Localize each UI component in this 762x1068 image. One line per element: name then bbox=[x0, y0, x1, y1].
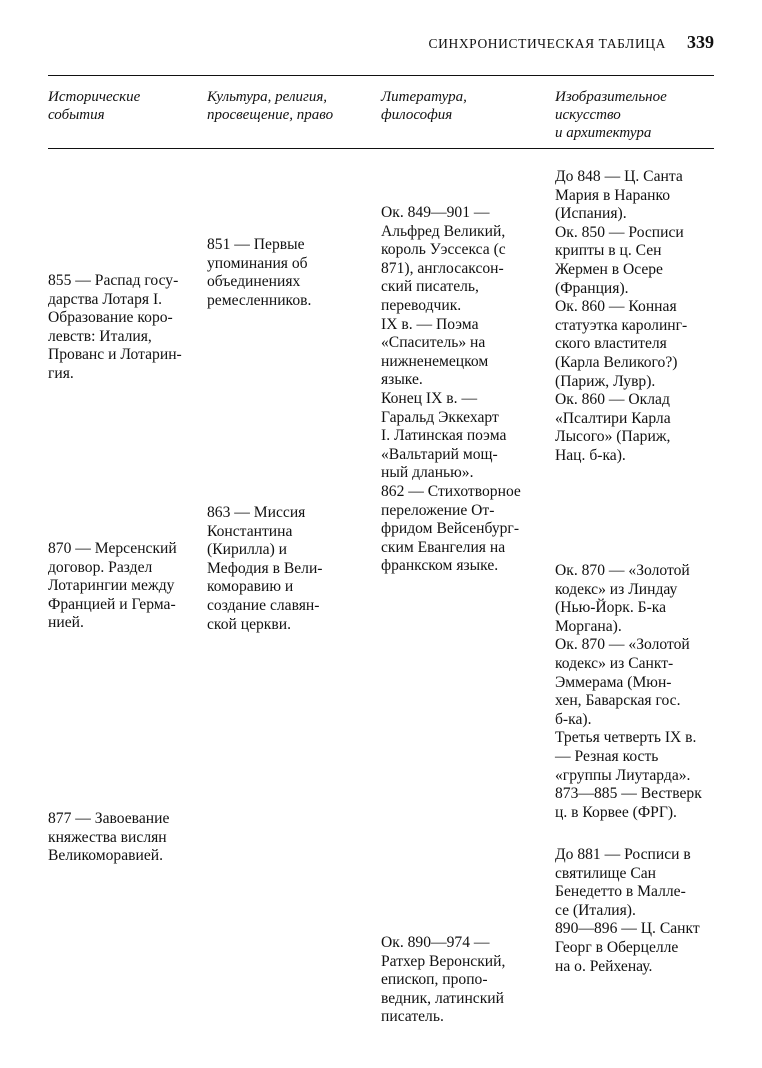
page-header bbox=[48, 32, 714, 58]
history-entry: 855 — Распад госу- дарства Лотаря I. Образование коро- левств: Италия, Прованс и Лотарин- гия. bbox=[48, 272, 182, 382]
column-header-art: Изобразительное искусство и архитектура bbox=[555, 89, 667, 141]
header-rule bbox=[48, 75, 714, 76]
literature-entry: Ок. 890—974 — Ратхер Веронский, епископ, пропо- ведник, латинский писатель. bbox=[381, 934, 506, 1026]
art-entry: Ок. 870 — «Золотой кодекс» из Линдау (Нью-Йорк. Б-ка Моргана). Ок. 870 — «Золотой кодекс» из Санкт- Эммерама (Мюн- хен, Баварская гос. б-ка). Третья четверть IX в. — Резная кость «группы Лиутарда». 873—885 — Вестверк ц. в Корвее (ФРГ). bbox=[555, 562, 702, 821]
column-header-literature: Литература, философия bbox=[381, 89, 467, 123]
history-entry: 877 — Завоевание княжества вислян Великоморавией. bbox=[48, 810, 170, 865]
column-header-culture: Культура, религия, просвещение, право bbox=[207, 89, 334, 123]
culture-entry: 851 — Первые упоминания об объединениях ремесленников. bbox=[207, 236, 312, 309]
columns-rule bbox=[48, 148, 714, 149]
page-number: 339 bbox=[687, 32, 714, 52]
history-entry: 870 — Мерсенский договор. Раздел Лотарингии между Францией и Герма- нией. bbox=[48, 540, 177, 632]
literature-entry: Ок. 849—901 — Альфред Великий, король Уэссекса (с 871), англосаксон- ский писатель, переводчик. IX в. — Поэма «Спаситель» на нижненемецком языке. Конец IX в. — Гаральд Эккехарт I. Латинская поэма «Вальтарий мощ- ный дланью». 862 — Стихотворное переложение От- фридом Вейсенбург- ским Евангелия на франкском языке. bbox=[381, 204, 521, 575]
art-entry: До 881 — Росписи в святилище Сан Бенедетто в Малле- се (Италия). 890—896 — Ц. Санкт Георг в Оберцелле на о. Рейхенау. bbox=[555, 846, 700, 975]
column-header-history: Исторические события bbox=[48, 89, 141, 123]
culture-entry: 863 — Миссия Константина (Кирилла) и Мефодия в Вели- коморавию и создание славян- ской церкви. bbox=[207, 504, 323, 633]
running-title: СИНХРОНИСТИЧЕСКАЯ ТАБЛИЦА bbox=[428, 36, 666, 51]
art-entry: До 848 — Ц. Санта Мария в Наранко (Испания). Ок. 850 — Росписи крипты в ц. Сен Жермен в Осере (Франция). Ок. 860 — Конная статуэтка каролинг- ского властителя (Карла Великого?) (Париж, Лувр). Ок. 860 — Оклад «Псалтири Карла Лысого» (Париж, Нац. б-ка). bbox=[555, 168, 688, 464]
